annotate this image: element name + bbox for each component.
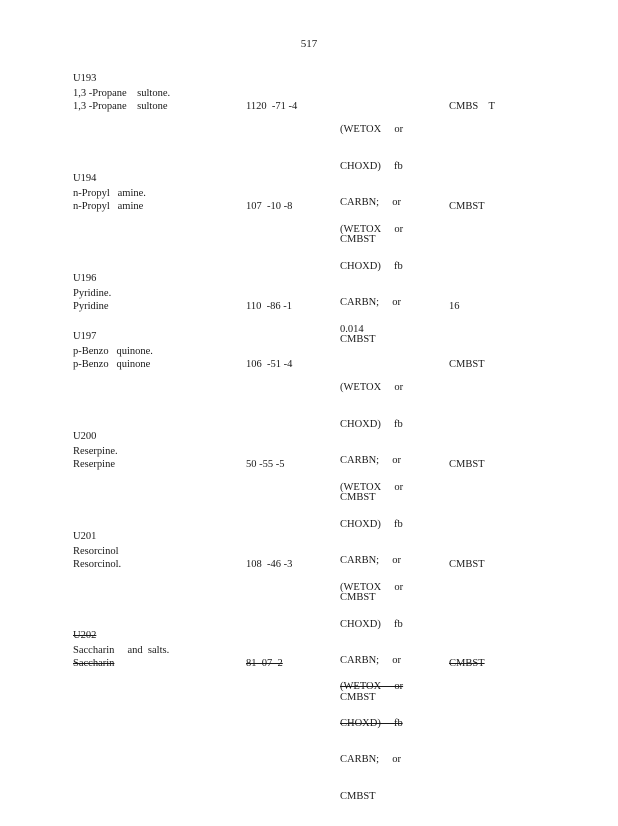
waste-title: 1,3 -Propane sultone. [73,87,171,99]
cas-number: 1120 -71 -4 [246,101,298,112]
standard-line: CARBN; or [340,297,401,308]
waste-code: U202 [73,630,97,641]
cas-number: 108 -46 -3 [246,559,293,570]
standard-line: (WETOX or [340,382,404,393]
standard-line: (WETOX or [340,582,404,593]
standard-line: (WETOX or [340,681,404,692]
technology-code: CMBST [449,201,485,212]
standard-line: CARBN; or [340,655,401,666]
standard-line: CARBN; or [340,455,401,466]
standard-line: CHOXD) fb [340,518,403,530]
technology-code: CMBST [449,459,485,470]
waste-code: U193 [73,73,97,84]
waste-code: U201 [73,531,97,542]
waste-title: Pyridine. [73,287,112,299]
technology-code: CMBST [449,559,485,570]
standard-line: CHOXD) fb [340,418,403,430]
technology-code: CMBS T [449,101,495,112]
cas-number: 106 -51 -4 [246,359,293,370]
constituent-name: n-Propyl amine [73,201,144,212]
constituent-name: p-Benzo quinone [73,359,151,370]
technology-code: CMBST [449,359,485,370]
standard-line: (WETOX or [340,482,404,493]
waste-code: U197 [73,331,97,342]
constituent-name: Pyridine [73,301,109,312]
standard-line: CHOXD) fb [340,160,403,172]
standard-line: CHOXD) fb [340,260,403,272]
waste-code: U196 [73,273,97,284]
standard-line: CARBN; or [340,754,401,765]
entry-u196 [73,272,553,335]
cas-number: 50 -55 -5 [246,459,285,470]
standard-line: CHOXD) fb [340,717,403,729]
standard-line: CMBST [340,591,376,603]
waste-code: U194 [73,173,97,184]
waste-title: n-Propyl amine. [73,187,146,199]
cas-number: 107 -10 -8 [246,201,293,212]
constituent-name: Saccharin [73,658,115,669]
standard-line: (WETOX or [340,124,404,135]
standard-line: CMBST [340,491,376,503]
waste-title: Saccharin and salts. [73,644,170,656]
standard-line: CARBN; or [340,197,401,208]
constituent-name: Resorcinol. [73,559,122,570]
constituent-name: Reserpine [73,459,115,470]
technology-code: 16 [449,301,460,312]
standard-line: CMBST [340,233,376,245]
entry-u202 [73,629,553,802]
waste-code: U200 [73,431,97,442]
standard-line: CHOXD) fb [340,618,403,630]
waste-title: Reserpine. [73,445,118,457]
technology-code: CMBST [449,658,485,669]
standard-line: CMBST [340,790,376,802]
cas-number: 81 07 2 [246,658,283,669]
constituent-name: 1,3 -Propane sultone [73,101,168,112]
constituent-row [73,301,553,335]
standard-line: CMBST [340,691,376,703]
constituent-row [73,658,553,802]
page-number: 517 [300,38,318,50]
waste-title: Resorcinol [73,545,119,557]
standard-line: 0.014 [340,324,364,335]
cas-number: 110 -86 -1 [246,301,292,312]
standard-line: CMBST [340,333,376,345]
standard-line: (WETOX or [340,224,404,235]
treatment-standard [340,658,410,826]
waste-title: p-Benzo quinone. [73,345,153,357]
standard-line: CARBN; or [340,555,401,566]
